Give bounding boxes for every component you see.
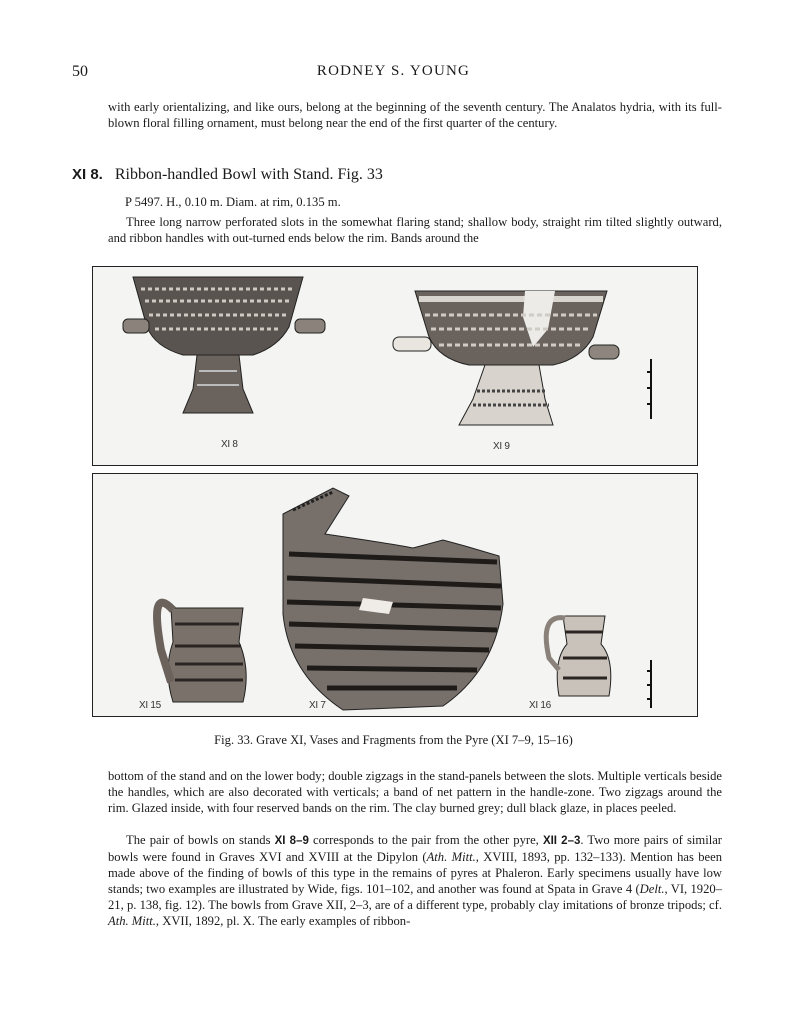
citation-delt: Delt. (639, 882, 665, 896)
section-number: XI 8. (72, 166, 103, 183)
plate-top-photo (93, 267, 697, 465)
intro-text: with early orientalizing, and like ours, belong at the beginning of the seventh century. The Analatos hydria, with its full-blown floral filling ornament, must belong near the end of the first quarter of the century. (108, 100, 722, 130)
page-number: 50 (72, 63, 88, 80)
section-fig-ref: Fig. 33 (337, 166, 383, 183)
figure-plate-top (92, 266, 698, 466)
body-text-2: The pair of bowls on stands XI 8–9 corresponds to the pair from the other pyre, XII 2–3. Two more pairs of similar bowls were found in Graves XVI and XVIII at the Dipylon (Ath. Mitt., XVIII, 1893, pp. 132–133). Mention has been made above of the finding of bowls of this type in the remains of pyres at Phaleron. Early specimens usually have low stands; two examples are illustrated by Wide, figs. 101–102, and another was found at Spata in Grave 4 (Delt., VI, 1920–21, p. 138, fig. 12). The bowls from Grave XII, 2–3, are of a different type, probably clay imitations of bronze tripods; cf. Ath. Mitt., XVII, 1892, pl. X. The early examples of ribbon- (108, 833, 723, 928)
section-heading (72, 166, 383, 184)
label-xi15: XI 15 (139, 700, 161, 711)
plate-bottom-photo (93, 474, 697, 716)
label-xi16: XI 16 (529, 700, 551, 711)
body-text-1: bottom of the stand and on the lower body; double zigzags in the stand-panels between the slots. Multiple verticals beside the handles, which are also decorated with verticals; a band of net pattern in the handle-zone. Two zigzags around the rim. Glazed inside, with four reserved bands on the rim. The clay burned grey; dull black glaze, in places peeled. (108, 769, 722, 815)
citation-ath-mitt-2: Ath. Mitt. (108, 914, 156, 928)
label-xi8: XI 8 (221, 439, 238, 450)
body-paragraph-1 (108, 768, 722, 816)
description-text: Three long narrow perforated slots in the somewhat flaring stand; shallow body, straight rim tilted slightly outward, and ribbon handles with out-turned ends below the rim. Bands around the (108, 215, 722, 245)
figure-caption: Fig. 33. Grave XI, Vases and Fragments from the Pyre (XI 7–9, 15–16) (214, 733, 573, 747)
label-xi7: XI 7 (309, 700, 326, 711)
running-title: RODNEY S. YOUNG (316, 63, 471, 79)
cross-ref-xii2-3: XII 2–3 (542, 835, 581, 847)
catalog-meta: P 5497. H., 0.10 m. Diam. at rim, 0.135 m. (125, 195, 341, 209)
description-paragraph (108, 214, 722, 246)
figure-plate-bottom (92, 473, 698, 717)
cross-ref-xi8-9: XI 8–9 (274, 835, 309, 847)
section-title: Ribbon-handled Bowl with Stand. (114, 166, 334, 183)
citation-ath-mitt-1: Ath. Mitt. (426, 850, 476, 864)
body-paragraph-2 (108, 832, 722, 929)
intro-paragraph (108, 99, 722, 131)
label-xi9: XI 9 (493, 441, 510, 452)
